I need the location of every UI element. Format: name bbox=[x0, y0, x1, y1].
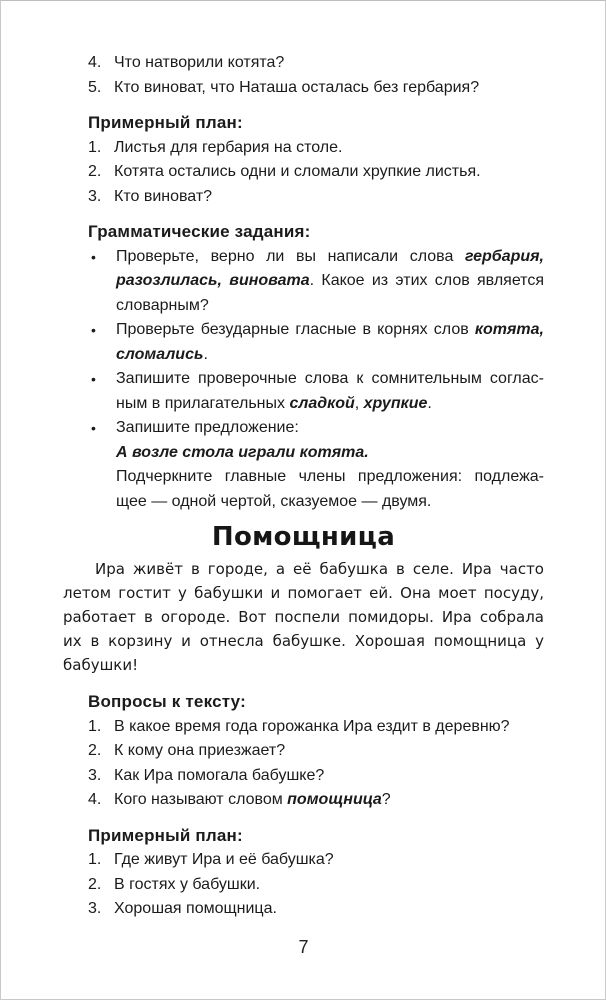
item-text bbox=[114, 160, 544, 185]
list-item bbox=[88, 185, 544, 210]
item-number: 5. bbox=[88, 78, 102, 96]
text-segment: ным в прилагательных bbox=[116, 394, 290, 412]
item-number: 1. bbox=[88, 138, 102, 156]
item-number: 1. bbox=[88, 717, 102, 735]
text-line bbox=[116, 318, 544, 343]
item-number: 3. bbox=[88, 900, 102, 917]
text-line bbox=[116, 465, 544, 490]
bullet-dot: • bbox=[91, 371, 96, 387]
grammar-bullet bbox=[88, 416, 544, 514]
text-segment: Запишите предложение: bbox=[116, 419, 299, 436]
text-line bbox=[116, 392, 544, 417]
item-text bbox=[114, 788, 544, 813]
text-segment: щее — одной чертой, сказуемое — двумя. bbox=[116, 492, 432, 510]
emphasized-word: хрупкие bbox=[363, 394, 428, 412]
item-number: 2. bbox=[88, 875, 102, 893]
item-text bbox=[114, 51, 544, 76]
list-item bbox=[88, 160, 544, 185]
plan-kittens-list bbox=[88, 136, 544, 210]
story-paragraph bbox=[63, 557, 544, 677]
story-line: работает в огороде. Вот поспели помидоры. Ира собрала bbox=[63, 608, 544, 626]
text-segment: . Какое из этих слов является bbox=[309, 272, 544, 289]
section-heading: Грамматические задания: bbox=[88, 222, 311, 241]
list-item bbox=[88, 715, 544, 740]
section-heading: Вопросы к тексту: bbox=[88, 692, 246, 711]
text-segment: В гостях у бабушки. bbox=[114, 875, 261, 893]
list-item bbox=[88, 764, 544, 789]
text-segment: Что натворили котята? bbox=[114, 54, 285, 71]
bullet-content bbox=[116, 245, 544, 319]
text-segment: Листья для гербария на столе. bbox=[114, 138, 343, 156]
text-segment: Где живут Ира и её бабушка? bbox=[114, 851, 334, 868]
text-segment: Подчеркните главные члены предложения: подлежа- bbox=[116, 468, 544, 485]
list-item bbox=[88, 788, 544, 813]
emphasized-word: сладкой bbox=[289, 394, 355, 412]
item-text bbox=[114, 897, 544, 922]
text-segment: К кому она приезжает? bbox=[114, 742, 286, 759]
list-item bbox=[88, 136, 544, 161]
page-number: 7 bbox=[298, 936, 309, 957]
item-number: 1. bbox=[88, 851, 102, 868]
text-line bbox=[116, 490, 544, 515]
grammar-bullet bbox=[88, 245, 544, 319]
plan-kittens-section bbox=[88, 111, 544, 209]
item-number: 2. bbox=[88, 742, 102, 759]
item-text bbox=[114, 185, 544, 210]
emphasized-word: гербария, bbox=[464, 247, 544, 265]
bullet-dot: • bbox=[91, 248, 96, 265]
emphasized-word: котята, bbox=[474, 321, 544, 338]
text-segment: Запишите проверочные слова к сомнительным соглас- bbox=[116, 370, 544, 387]
grammar-bullet bbox=[88, 367, 544, 416]
list-item bbox=[88, 76, 544, 101]
story-line: их в корзину и отнесла бабушке. Хорошая помощница у bbox=[63, 632, 544, 650]
story-line: летом гостит у бабушки и помогает ей. Она моет посуду, bbox=[63, 584, 544, 602]
bullet-content bbox=[116, 318, 544, 367]
text-segment: Котята остались одни и сломали хрупкие листья. bbox=[114, 163, 481, 180]
item-number: 4. bbox=[88, 791, 102, 808]
emphasized-word: А возле стола играли котята. bbox=[116, 443, 369, 461]
bullet-content bbox=[116, 367, 544, 416]
item-number: 2. bbox=[88, 163, 102, 180]
kitten-questions-list bbox=[88, 51, 544, 100]
list-item bbox=[88, 897, 544, 922]
emphasized-word: сломались bbox=[116, 345, 204, 363]
text-line bbox=[116, 294, 544, 319]
text-segment: . bbox=[203, 345, 208, 363]
bullet-content bbox=[116, 416, 544, 514]
list-item bbox=[88, 739, 544, 764]
text-segment: Кто виноват, что Наташа осталась без гербария? bbox=[114, 78, 480, 96]
text-segment: Проверьте, верно ли вы написали слова bbox=[116, 247, 465, 265]
item-number: 3. bbox=[88, 187, 102, 205]
text-segment: Как Ира помогала бабушке? bbox=[114, 766, 325, 784]
item-text bbox=[114, 136, 544, 161]
item-text bbox=[114, 739, 544, 764]
text-segment: Хорошая помощница. bbox=[114, 900, 277, 917]
text-questions-list bbox=[88, 715, 544, 813]
bullet-dot: • bbox=[91, 420, 96, 436]
list-item bbox=[88, 873, 544, 898]
grammar-bullet bbox=[88, 318, 544, 367]
text-line bbox=[116, 343, 544, 368]
text-segment: словарным? bbox=[116, 296, 209, 314]
item-number: 4. bbox=[88, 54, 102, 71]
section-heading: Примерный план: bbox=[88, 825, 243, 845]
text-segment: ? bbox=[381, 791, 391, 808]
text-segment: Проверьте безударные гласные в корнях слов bbox=[116, 321, 475, 338]
plan-story-section bbox=[88, 824, 544, 922]
text-questions-section bbox=[88, 690, 544, 813]
item-text bbox=[114, 715, 544, 740]
item-text bbox=[114, 873, 544, 898]
item-number: 3. bbox=[88, 766, 102, 784]
list-item bbox=[88, 51, 544, 76]
text-segment: В какое время года горожанка Ира ездит в деревню? bbox=[114, 717, 510, 735]
text-line bbox=[116, 416, 544, 441]
bullet-dot: • bbox=[91, 322, 96, 338]
list-item bbox=[88, 848, 544, 873]
item-text bbox=[114, 848, 544, 873]
grammar-tasks-section bbox=[88, 220, 544, 514]
story-line: бабушки! bbox=[63, 656, 139, 674]
section-heading: Примерный план: bbox=[88, 113, 243, 132]
text-line bbox=[116, 441, 544, 466]
plan-story-list bbox=[88, 848, 544, 922]
item-text bbox=[114, 76, 544, 101]
emphasized-word: виновата bbox=[229, 272, 310, 289]
emphasized-word: разозлилась, bbox=[116, 272, 222, 289]
story-title: Помощница bbox=[211, 522, 396, 552]
item-text bbox=[114, 764, 544, 789]
text-line bbox=[116, 245, 544, 270]
story-line: Ира живёт в городе, а её бабушка в селе. Ира часто bbox=[95, 560, 544, 578]
text-segment: , bbox=[354, 394, 364, 412]
text-segment: . bbox=[427, 394, 432, 412]
emphasized-word: помощница bbox=[287, 791, 382, 808]
text-line bbox=[116, 367, 544, 392]
text-segment: Кто виноват? bbox=[114, 187, 213, 205]
text-line bbox=[116, 269, 544, 294]
text-segment: Кого называют словом bbox=[114, 791, 288, 808]
